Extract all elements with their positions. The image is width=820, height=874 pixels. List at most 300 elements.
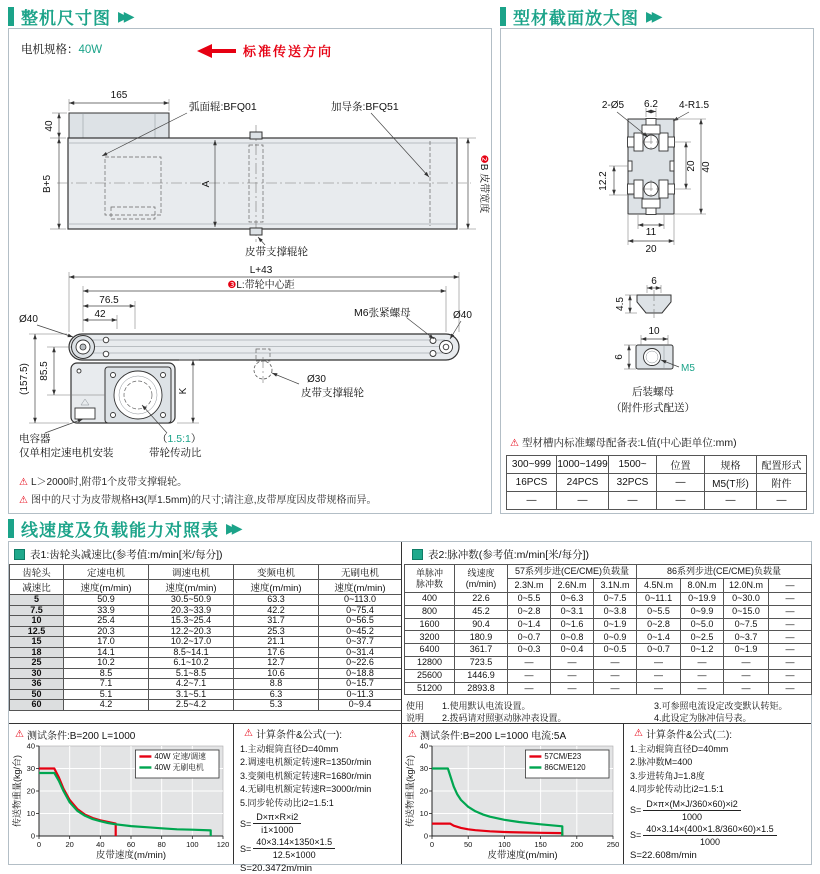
formula-symbolic: S= $\frac{D\times\pi\times(M\times J/360\times 60)\times i2}{1000}$	[630, 799, 815, 822]
table-cell: 90.4	[455, 618, 508, 631]
x-tick-label: 0	[429, 840, 435, 849]
table-cell: —	[769, 656, 812, 669]
nut-table-note: ⚠ 型材槽内标准螺母配备表:L值(中心距单位:mm)	[510, 437, 737, 449]
table-cell: 0~0.9	[594, 631, 637, 644]
table-cell: 0~0.7	[508, 631, 551, 644]
side-view	[19, 265, 472, 459]
table-row	[10, 700, 402, 711]
table-cell: 0~5.5	[637, 605, 681, 618]
table-cell: 25	[10, 658, 64, 669]
dim-122: 12.2	[598, 171, 609, 191]
table-cell: 0~9.4	[319, 700, 402, 711]
table-cell: 6.3	[234, 689, 319, 700]
table-cell: 0~0.5	[594, 644, 637, 657]
table-row	[507, 474, 807, 492]
table-cell: 20.3~33.9	[149, 605, 234, 616]
table-cell: 减速比	[10, 580, 64, 595]
table-cell: —	[508, 669, 551, 682]
center-distance-text: L:带轮中心距	[236, 280, 295, 291]
table-cell: 30.5~50.9	[149, 595, 234, 606]
table-cell: 6.1~10.2	[149, 658, 234, 669]
calc-line: 1.主动辊筒直径D=40mm	[240, 744, 339, 754]
y-tick-label: 10	[419, 809, 428, 818]
table-cell: —	[594, 669, 637, 682]
formula-numeric: S= $\frac{40\times 3.14\times 1350\times 1.5}{12.5\times 1000}$	[240, 837, 407, 860]
table-cell: 0~1.4	[637, 631, 681, 644]
table-cell: 0~0.4	[551, 644, 594, 657]
table-cell: —	[508, 656, 551, 669]
table-cell: 25.3	[234, 626, 319, 637]
nut-delivery: （附件形式配送）	[611, 402, 695, 414]
nut-allocation-table	[506, 455, 807, 510]
profile-drawing	[501, 29, 811, 429]
table-row	[507, 492, 807, 510]
table-cell: 4.5N.m	[637, 579, 681, 593]
dim-4r15: 4-R1.5	[678, 100, 710, 111]
warning-icon: ⚠	[19, 477, 28, 488]
table-cell: —	[769, 682, 812, 695]
table-cell: 0~30.0	[724, 593, 769, 606]
table-cell: 25600	[405, 669, 455, 682]
table-cell: 0~2.8	[637, 618, 681, 631]
x-tick-label: 100	[186, 840, 199, 849]
formula-result: S=20.3472m/min	[240, 863, 313, 874]
table-cell: —	[769, 579, 812, 593]
table-cell: 14.1	[64, 647, 149, 658]
table-row	[10, 689, 402, 700]
table-cell: 0~1.6	[551, 618, 594, 631]
table-cell: 定速电机	[64, 565, 149, 580]
table-cell: 400	[405, 593, 455, 606]
formula1-cell	[234, 723, 407, 874]
table-cell: 4.2~7.1	[149, 679, 234, 690]
table-cell: 0~6.3	[551, 593, 594, 606]
formula2-title: ⚠ 计算条件&公式(二):	[634, 728, 733, 741]
dim-center-distance	[227, 278, 294, 291]
table-cell: 5.1~8.5	[149, 668, 234, 679]
table-cell: 0~37.7	[319, 637, 402, 648]
table-cell: 24PCS	[557, 474, 609, 492]
calc-conditions	[630, 743, 815, 797]
dim-11: 11	[645, 227, 657, 238]
table-row	[405, 656, 812, 669]
table-cell: 33.9	[64, 605, 149, 616]
dim-2d5: 2-Ø5	[601, 100, 625, 111]
table-cell: 1446.9	[455, 669, 508, 682]
table-cell: 31.7	[234, 616, 319, 627]
table-cell: 0~2.8	[508, 605, 551, 618]
table-cell: —	[724, 682, 769, 695]
capacitor-note-label: 仅单相定速电机安装	[19, 447, 114, 459]
table-cell: —	[637, 682, 681, 695]
table-cell: 调速电机	[149, 565, 234, 580]
x-axis-label: 皮带速度(m/min)	[95, 850, 167, 861]
x-tick-label: 60	[126, 840, 136, 849]
capacitor-label: 电容器	[19, 433, 51, 445]
belt-width-label	[478, 155, 491, 213]
overall-note-1: ⚠ L＞2000时,附带1个皮带支撑辊轮。	[19, 477, 188, 488]
table-cell: 0~11.3	[319, 689, 402, 700]
table-cell: 0~75.4	[319, 605, 402, 616]
table-cell: —	[594, 682, 637, 695]
table-cell: —	[757, 492, 807, 510]
table-row	[405, 669, 812, 682]
calc-conditions	[240, 743, 407, 810]
table-row	[10, 679, 402, 690]
formula-result: S=22.608m/min	[630, 849, 697, 861]
nut-dim-6b: 6	[614, 354, 625, 360]
x-tick-label: 20	[65, 840, 74, 849]
section-bar	[500, 7, 506, 26]
table-cell: —	[594, 656, 637, 669]
table-cell: —	[551, 656, 594, 669]
table-icon	[412, 549, 423, 560]
table-row	[405, 593, 812, 606]
y-tick-label: 0	[30, 831, 35, 841]
table-cell: 7.1	[64, 679, 149, 690]
table-cell: —	[657, 474, 705, 492]
guide-strip-label: 加导条:BFQ51	[331, 101, 399, 113]
table-cell: 10.2	[64, 658, 149, 669]
x-tick-label: 200	[570, 840, 584, 849]
y-tick-label: 40	[26, 741, 35, 751]
table-cell: 2.3N.m	[508, 579, 551, 593]
table-cell: 无刷电机	[319, 565, 402, 580]
table-cell: 速度(m/min)	[64, 580, 149, 595]
table-row	[10, 595, 402, 606]
usage-note-4: 4.此设定为脉冲信号表。	[654, 712, 752, 723]
section-bar	[8, 7, 14, 26]
table-cell: 5	[10, 595, 64, 606]
section-header-profile	[500, 4, 664, 28]
table2-caption: 表2:脉冲数(参考值:m/min[米/每分])	[412, 547, 589, 562]
header-cell: 单脉冲 脉冲数	[405, 565, 455, 593]
table-cell: 0~19.9	[681, 593, 724, 606]
table-cell: —	[657, 492, 705, 510]
table-cell: —	[681, 669, 724, 682]
motor-spec-value: 40W	[78, 44, 103, 56]
table-cell: —	[551, 669, 594, 682]
table-cell: 0~5.5	[508, 593, 551, 606]
table-cell: 45.2	[455, 605, 508, 618]
table-cell: —	[681, 682, 724, 695]
warning-icon: ⚠	[15, 729, 24, 740]
table-cell: 4.2	[64, 700, 149, 711]
calc-line: 3.步进转角J=1.8度	[630, 770, 705, 781]
y-tick-label: 20	[419, 786, 428, 796]
table-cell: 10.2~17.0	[149, 637, 234, 648]
table-cell: 300~999	[507, 456, 557, 474]
table-cell: 0~1.9	[594, 618, 637, 631]
table-cell: 0~3.7	[724, 631, 769, 644]
dim-40: 40	[44, 120, 55, 132]
formula2-cell	[624, 723, 815, 864]
table-row	[10, 647, 402, 658]
y-tick-label: 10	[26, 809, 35, 818]
table-cell: 20.3	[64, 626, 149, 637]
support-roller-label-side: 皮带支撑辊轮	[301, 387, 364, 399]
y-tick-label: 30	[419, 764, 428, 773]
table-cell: 180.9	[455, 631, 508, 644]
ratio-label: 带轮传动比	[149, 447, 202, 459]
table-cell: 0~1.4	[508, 618, 551, 631]
table-row	[10, 616, 402, 627]
table-row	[10, 658, 402, 669]
table-cell: 6400	[405, 644, 455, 657]
x-tick-label: 250	[606, 840, 620, 849]
table-row	[10, 668, 402, 679]
formula-numeric: S= $\frac{40\times 3.14\times(400\times 1.8/360\times 60)\times 1.5}{1000}$	[630, 824, 815, 847]
dim-62: 6.2	[644, 99, 658, 110]
table-cell: 3.1N.m	[594, 579, 637, 593]
table-cell: —	[681, 656, 724, 669]
chevron-right-icon: ▶▶	[226, 519, 238, 536]
table-cell: 17.0	[64, 637, 149, 648]
table-cell: —	[507, 492, 557, 510]
nut-dim-45: 4.5	[615, 297, 626, 311]
table-cell: 2.5~4.2	[149, 700, 234, 711]
table-header-row	[405, 565, 812, 579]
gear-ratio-table	[9, 564, 402, 711]
calc-line: 2.脉冲数M=400	[630, 757, 693, 768]
warning-icon: ⚠	[408, 729, 417, 740]
calc-line: 5.同步轮传动比i2=1.5:1	[240, 797, 334, 808]
legend-label: 57CM/E23	[544, 752, 582, 761]
table-cell: 0~0.7	[637, 644, 681, 657]
section-title-speed: 线速度及负载能力对照表	[21, 520, 219, 540]
table-cell: 723.5	[455, 656, 508, 669]
warning-icon: ⚠	[19, 495, 28, 506]
table-cell: 0~15.7	[319, 679, 402, 690]
table-row	[10, 605, 402, 616]
table-cell: 12.5	[10, 626, 64, 637]
dim-40: 40	[701, 161, 712, 173]
table-cell: 60	[10, 700, 64, 711]
x-axis-label: 皮带速度(m/min)	[487, 850, 558, 861]
table-row	[10, 637, 402, 648]
belt-width-text: B 皮带宽度	[478, 163, 489, 214]
table-cell: 速度(m/min)	[234, 580, 319, 595]
table-cell: 0~1.2	[681, 644, 724, 657]
x-tick-label: 100	[498, 840, 511, 849]
dim-20-bottom: 20	[645, 244, 657, 255]
section-header-overall	[8, 4, 136, 28]
table-cell: —	[769, 644, 812, 657]
table-cell: 0~56.5	[319, 616, 402, 627]
usage-note-2: 2.拨码请对照驱动脉冲表设置。	[442, 712, 567, 723]
table-cell: —	[637, 656, 681, 669]
x-tick-label: 40	[96, 840, 105, 849]
table-cell: 0~2.5	[681, 631, 724, 644]
table-cell: 7.5	[10, 605, 64, 616]
usage-label: 说明	[406, 712, 425, 723]
table-cell: —	[769, 593, 812, 606]
table-row	[405, 631, 812, 644]
table-header-row	[10, 580, 402, 595]
dim-765: 76.5	[99, 295, 119, 306]
table-cell: 12.0N.m	[724, 579, 769, 593]
table-cell: 规格	[705, 456, 757, 474]
circled-2: ❷	[478, 154, 489, 164]
table-cell: 0~5.0	[681, 618, 724, 631]
legend-label: 40W 定速/调速	[154, 752, 206, 761]
usage-notes	[406, 699, 808, 723]
table-row	[405, 618, 812, 631]
section-bar	[8, 519, 14, 538]
table-cell: —	[637, 669, 681, 682]
table-cell: —	[705, 492, 757, 510]
table-cell: 0~1.9	[724, 644, 769, 657]
usage-label: 使用	[406, 700, 425, 711]
dim-d40-right: Ø40	[453, 310, 472, 321]
table-cell: —	[508, 682, 551, 695]
y-axis-label: 传送物重量(kg/台)	[12, 754, 22, 828]
x-tick-label: 150	[534, 840, 547, 849]
table-icon	[14, 549, 25, 560]
dim-20-right: 20	[686, 160, 697, 172]
table-header-row	[10, 565, 402, 580]
dim-165: 165	[110, 90, 128, 101]
header-group-57: 57系列步进(CE/CME)负载量	[508, 565, 637, 579]
table-cell: 1500~	[609, 456, 657, 474]
usage-note-3: 3.可参照电流设定改变默认转矩。	[654, 700, 788, 711]
table-cell: 0~31.4	[319, 647, 402, 658]
circled-3: ❸	[227, 280, 237, 291]
table-cell: 32PCS	[609, 474, 657, 492]
ratio-value-label: （1.5:1）	[157, 433, 202, 445]
pulse-table	[404, 564, 812, 695]
table-cell: 42.2	[234, 605, 319, 616]
table-cell: 0~7.5	[724, 618, 769, 631]
chart-40w	[12, 741, 230, 861]
table-cell: 18	[10, 647, 64, 658]
table-cell: 5.3	[234, 700, 319, 711]
calc-line: 4.无刷电机额定转速R=3000r/min	[240, 784, 372, 795]
table-cell: 2893.8	[455, 682, 508, 695]
chart-stepper	[405, 741, 620, 861]
y-axis-label: 传送物重量(kg/台)	[405, 754, 415, 828]
dim-42: 42	[94, 309, 106, 320]
table-cell: 0~113.0	[319, 595, 402, 606]
section-title-profile: 型材截面放大图	[513, 8, 639, 28]
table-cell: 位置	[657, 456, 705, 474]
table-cell: 0~18.8	[319, 668, 402, 679]
formula-symbolic: S= $\frac{D\times\pi\times R\times i2}{i1\times 1000}$	[240, 812, 407, 835]
warning-icon: ⚠	[634, 728, 643, 739]
table-cell: 50.9	[64, 595, 149, 606]
table-cell: 21.1	[234, 637, 319, 648]
overall-note-2: ⚠ 图中的尺寸为皮带规格H3(厚1.5mm)的尺寸;请注意,皮带厚度因皮带规格而异。	[19, 495, 377, 506]
table-cell: 30	[10, 668, 64, 679]
x-tick-label: 0	[36, 840, 42, 849]
chart1-cell	[9, 723, 233, 864]
dim-855: 85.5	[39, 361, 50, 381]
table-cell: 齿轮头	[10, 565, 64, 580]
table-row	[10, 626, 402, 637]
table-cell: 12.7	[234, 658, 319, 669]
y-tick-label: 30	[26, 764, 35, 773]
chevron-right-icon: ▶▶	[646, 7, 658, 24]
table-cell: 50	[10, 689, 64, 700]
nut-name: 后装螺母	[632, 386, 674, 398]
table-cell: 0~9.9	[681, 605, 724, 618]
table-cell: 速度(m/min)	[319, 580, 402, 595]
table-cell: 8.5~14.1	[149, 647, 234, 658]
table-cell: —	[557, 492, 609, 510]
table-cell: 12.2~20.3	[149, 626, 234, 637]
table-cell: 变频电机	[234, 565, 319, 580]
table-cell: 1600	[405, 618, 455, 631]
table-row	[405, 682, 812, 695]
table-cell: 12800	[405, 656, 455, 669]
section-header-speed	[8, 516, 244, 540]
warning-icon: ⚠	[510, 438, 519, 449]
table-cell: 5.1	[64, 689, 149, 700]
table-cell: 16PCS	[507, 474, 557, 492]
chevron-right-icon: ▶▶	[118, 7, 130, 24]
dim-k: K	[178, 387, 189, 395]
table-cell: —	[724, 656, 769, 669]
legend-label: 86CM/E120	[544, 763, 586, 772]
chart2-cell	[402, 723, 623, 864]
dim-d30: Ø30	[307, 374, 326, 385]
y-tick-label: 20	[26, 786, 35, 796]
table-cell: —	[769, 618, 812, 631]
table-cell: 附件	[757, 474, 807, 492]
motor-spec-label: 电机规格：	[21, 44, 79, 56]
usage-note-1: 1.使用默认电流设置。	[442, 700, 531, 711]
nut-dim-10: 10	[648, 326, 660, 337]
table-row	[405, 605, 812, 618]
table-cell: 0~22.6	[319, 658, 402, 669]
table-cell: 0~11.1	[637, 593, 681, 606]
table-cell: 361.7	[455, 644, 508, 657]
table-cell: 0~3.8	[594, 605, 637, 618]
dim-b5: B+5	[42, 174, 53, 194]
table-cell: M5(T形)	[705, 474, 757, 492]
nut-dim-6: 6	[651, 276, 657, 287]
y-tick-label: 40	[419, 741, 428, 751]
profile-cross-section	[598, 99, 712, 255]
dim-d40-left: Ø40	[19, 314, 38, 325]
table-cell: 8.5	[64, 668, 149, 679]
table-cell: 36	[10, 679, 64, 690]
table-cell: 配置形式	[757, 456, 807, 474]
table-cell: 0~45.2	[319, 626, 402, 637]
table-cell: 0~15.0	[724, 605, 769, 618]
table-cell: 8.8	[234, 679, 319, 690]
y-tick-label: 0	[423, 831, 428, 841]
table-cell: 22.6	[455, 593, 508, 606]
table-cell: 25.4	[64, 616, 149, 627]
table-cell: 3.1~5.1	[149, 689, 234, 700]
x-tick-label: 50	[464, 840, 473, 849]
overall-drawing-panel	[8, 28, 492, 514]
calc-line: 1.主动辊筒直径D=40mm	[630, 744, 729, 754]
table-cell: 800	[405, 605, 455, 618]
plan-view	[42, 90, 491, 258]
calc-line: 2.调速电机额定转速R=1350r/min	[240, 757, 372, 768]
table-cell: —	[769, 669, 812, 682]
chart1-test-conditions: ⚠ 测试条件:B=200 L=1000	[15, 729, 136, 742]
table-cell: 0~0.3	[508, 644, 551, 657]
direction-label: 标准传送方向	[243, 44, 334, 59]
table-cell: 10.6	[234, 668, 319, 679]
m6-nut-label: M6张紧螺母	[354, 307, 411, 319]
table-cell: 15.3~25.4	[149, 616, 234, 627]
table-cell: —	[609, 492, 657, 510]
table-row	[507, 456, 807, 474]
